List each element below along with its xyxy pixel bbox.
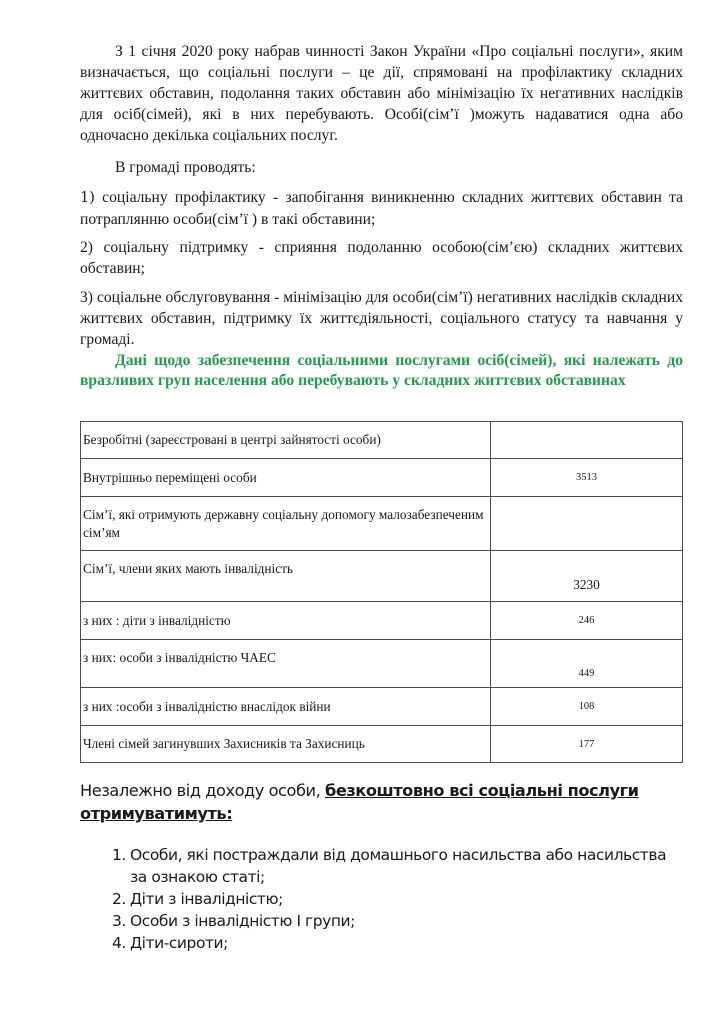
row-label: Сім’ї, які отримують державну соціальну допомогу малозабезпеченим сім’ям	[81, 497, 491, 551]
list-item-number: 3.	[112, 912, 126, 930]
table-row	[81, 602, 683, 640]
list-item	[112, 888, 672, 910]
table-row	[81, 459, 683, 497]
row-value: 449	[491, 640, 683, 688]
vulnerable-groups-table	[80, 421, 683, 763]
row-value: 246	[491, 602, 683, 640]
conduct-intro: В громаді проводять:	[115, 159, 256, 176]
free-services-emphasis: безкоштовно всі соціальні послуги отримуватимуть:	[80, 781, 639, 823]
row-label: Сім’ї, члени яких мають інвалідність	[81, 551, 491, 602]
list-item	[112, 932, 672, 954]
table-row	[81, 497, 683, 551]
row-value	[491, 422, 683, 459]
table-row	[81, 551, 683, 602]
free-services-lead: Незалежно від доходу особи,	[80, 781, 325, 800]
list-item-number: 4.	[112, 934, 126, 952]
conduct-item-text: соціальне обслуговування - мінімізацію для особи(сім’ї) негативних наслідків складних життєвих обставин, підтримку їх життєдіяльності, соціального статусу та навчання у громаді.	[80, 289, 683, 348]
table-row	[81, 640, 683, 688]
conduct-item-number: 1)	[80, 190, 95, 206]
list-item-text: Особи з інвалідністю І групи;	[130, 912, 355, 930]
table-row	[81, 422, 683, 459]
list-item-text: Діти з інвалідністю;	[130, 890, 283, 908]
list-item-text: Діти-сироти;	[130, 934, 228, 952]
free-services-list	[112, 844, 672, 954]
conduct-item-text: соціальну підтримку - сприяння подоланню особою(сім’єю) складних життєвих обставин;	[80, 239, 683, 277]
conduct-item-text: соціальну профілактику - запобігання виникненню складних життєвих обставин та потраплянню особи(сім’ї ) в такі обставини;	[80, 189, 683, 228]
row-value	[491, 497, 683, 551]
row-label: з них :особи з інвалідністю внаслідок війни	[81, 688, 491, 726]
table-row	[81, 688, 683, 726]
list-item	[112, 910, 672, 932]
intro-paragraph: З 1 січня 2020 року набрав чинності Закон України «Про соціальні послуги», яким визначається, що соціальні послуги – це дії, спрямовані на профілактику складних життєвих обставин, подолання таких обставин або мінімізацію їх негативних наслідків для осіб(сімей), які в них перебувають. Особі(сім’ї )можуть надаватися одна або одночасно декілька соціальних послуг.	[80, 43, 683, 144]
list-item-text: Особи, які постраждали від домашнього насильства або насильства за ознакою статі;	[130, 846, 667, 886]
row-label: Члені сімей загинувших Захисників та Захисниць	[81, 726, 491, 763]
row-value: 177	[491, 726, 683, 763]
row-label: Безробітні (зареєстровані в центрі зайнятості особи)	[81, 422, 491, 459]
conduct-item-3	[80, 287, 683, 350]
row-label: Внутрішньо переміщені особи	[81, 459, 491, 497]
table-row	[81, 726, 683, 763]
row-label: з них : діти з інвалідністю	[81, 602, 491, 640]
list-item-number: 2.	[112, 890, 126, 908]
conduct-item-number: 2)	[80, 239, 93, 256]
list-item	[112, 844, 672, 888]
free-services-heading	[80, 779, 683, 825]
conduct-item-2	[80, 237, 683, 279]
row-value: 3230	[491, 551, 683, 602]
row-label: з них: особи з інвалідністю ЧАЕС	[81, 640, 491, 688]
row-value: 3513	[491, 459, 683, 497]
data-section-heading: Дані щодо забезпечення соціальними послугами осіб(сімей), які належать до вразливих груп населення або перебувають у складних життєвих обставинах	[80, 352, 683, 389]
conduct-item-1	[80, 187, 683, 230]
list-item-number: 1.	[112, 846, 126, 864]
row-value: 108	[491, 688, 683, 726]
conduct-item-number: 3)	[80, 289, 93, 306]
